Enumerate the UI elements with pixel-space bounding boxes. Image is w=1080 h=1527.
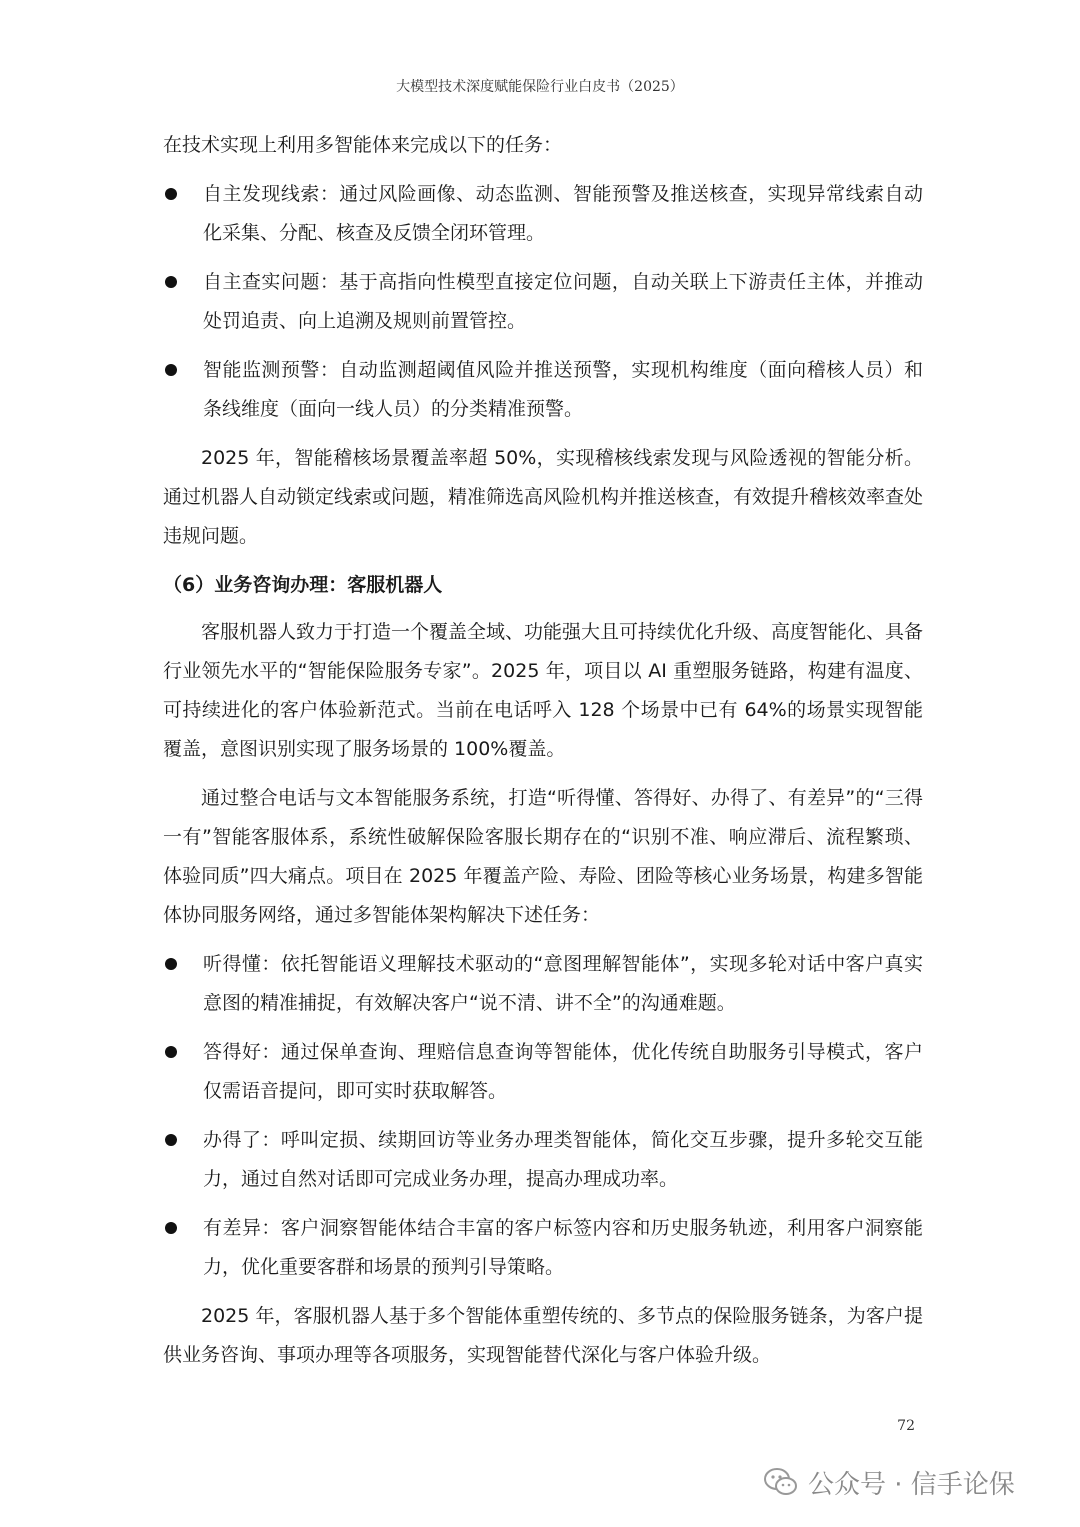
watermark-text: 公众号 · 信手论保 <box>808 1469 1015 1500</box>
bullet-item <box>163 263 923 341</box>
section-heading: （6）业务咨询办理：客服机器人 <box>163 574 443 596</box>
page-number: 72 <box>897 1418 915 1434</box>
bullet-text: 自主发现线索：通过风险画像、动态监测、智能预警及推送核查，实现异常线索自动化采集、分配、核查及反馈全闭环管理。 <box>203 183 923 244</box>
robot-paragraph: 客服机器人致力于打造一个覆盖全域、功能强大且可持续优化升级、高度智能化、具备行业领先水平的“智能保险服务专家”。2025 年，项目以 AI 重塑服务链路，构建有温度、可持续进化的客户体验新范式。当前在电话呼入 128 个场景中已有 64%的场景实现智能覆盖，意图识别实现了服务场景的 100%覆盖。 <box>163 621 924 760</box>
bullet-text: 智能监测预警：自动监测超阈值风险并推送预警，实现机构维度（面向稽核人员）和条线维度（面向一线人员）的分类精准预警。 <box>203 359 923 420</box>
running-header: 大模型技术深度赋能保险行业白皮书（2025） <box>396 79 684 95</box>
bullet-dot-icon <box>165 276 177 288</box>
bullet-dot-icon <box>165 1222 177 1234</box>
bullet-item <box>163 945 923 1023</box>
bullet-text: 答得好：通过保单查询、理赔信息查询等智能体，优化传统自助服务引导模式，客户仅需语音提问，即可实时获取解答。 <box>203 1041 923 1102</box>
bullet-item <box>163 175 923 253</box>
bullet-dot-icon <box>165 188 177 200</box>
watermark <box>764 1462 1015 1502</box>
bullet-item <box>163 1033 923 1111</box>
wechat-icon <box>764 1467 798 1497</box>
bullet-text: 办得了：呼叫定损、续期回访等业务办理类智能体，简化交互步骤，提升多轮交互能力，通过自然对话即可完成业务办理，提高办理成功率。 <box>203 1129 923 1190</box>
bullet-dot-icon <box>165 1134 177 1146</box>
bullet-text: 自主查实问题：基于高指向性模型直接定位问题，自动关联上下游责任主体，并推动处罚追责、向上追溯及规则前置管控。 <box>203 271 923 332</box>
bullet-dot-icon <box>165 958 177 970</box>
bullet-item <box>163 351 923 429</box>
bullet-dot-icon <box>165 364 177 376</box>
bullet-item <box>163 1121 923 1199</box>
bullet-dot-icon <box>165 1046 177 1058</box>
document-body <box>163 126 923 1385</box>
closing-paragraph: 2025 年，客服机器人基于多个智能体重塑传统的、多节点的保险服务链条，为客户提供业务咨询、事项办理等各项服务，实现智能替代深化与客户体验升级。 <box>163 1305 923 1366</box>
integration-paragraph: 通过整合电话与文本智能服务系统，打造“听得懂、答得好、办得了、有差异”的“三得一有”智能客服体系，系统性破解保险客服长期存在的“识别不准、响应滞后、流程繁琐、体验同质”四大痛点。项目在 2025 年覆盖产险、寿险、团险等核心业务场景，构建多智能体协同服务网络，通过多智能体架构解决下述任务： <box>163 787 923 926</box>
bullet-text: 听得懂：依托智能语义理解技术驱动的“意图理解智能体”，实现多轮对话中客户真实意图的精准捕捉，有效解决客户“说不清、讲不全”的沟通难题。 <box>203 953 923 1014</box>
audit-summary-paragraph: 2025 年，智能稽核场景覆盖率超 50%，实现稽核线索发现与风险透视的智能分析。通过机器人自动锁定线索或问题，精准筛选高风险机构并推送核查，有效提升稽核效率查处违规问题。 <box>163 447 924 547</box>
bullet-item <box>163 1209 923 1287</box>
intro-paragraph: 在技术实现上利用多智能体来完成以下的任务： <box>163 134 563 156</box>
bullet-text: 有差异：客户洞察智能体结合丰富的客户标签内容和历史服务轨迹，利用客户洞察能力，优化重要客群和场景的预判引导策略。 <box>203 1217 923 1278</box>
